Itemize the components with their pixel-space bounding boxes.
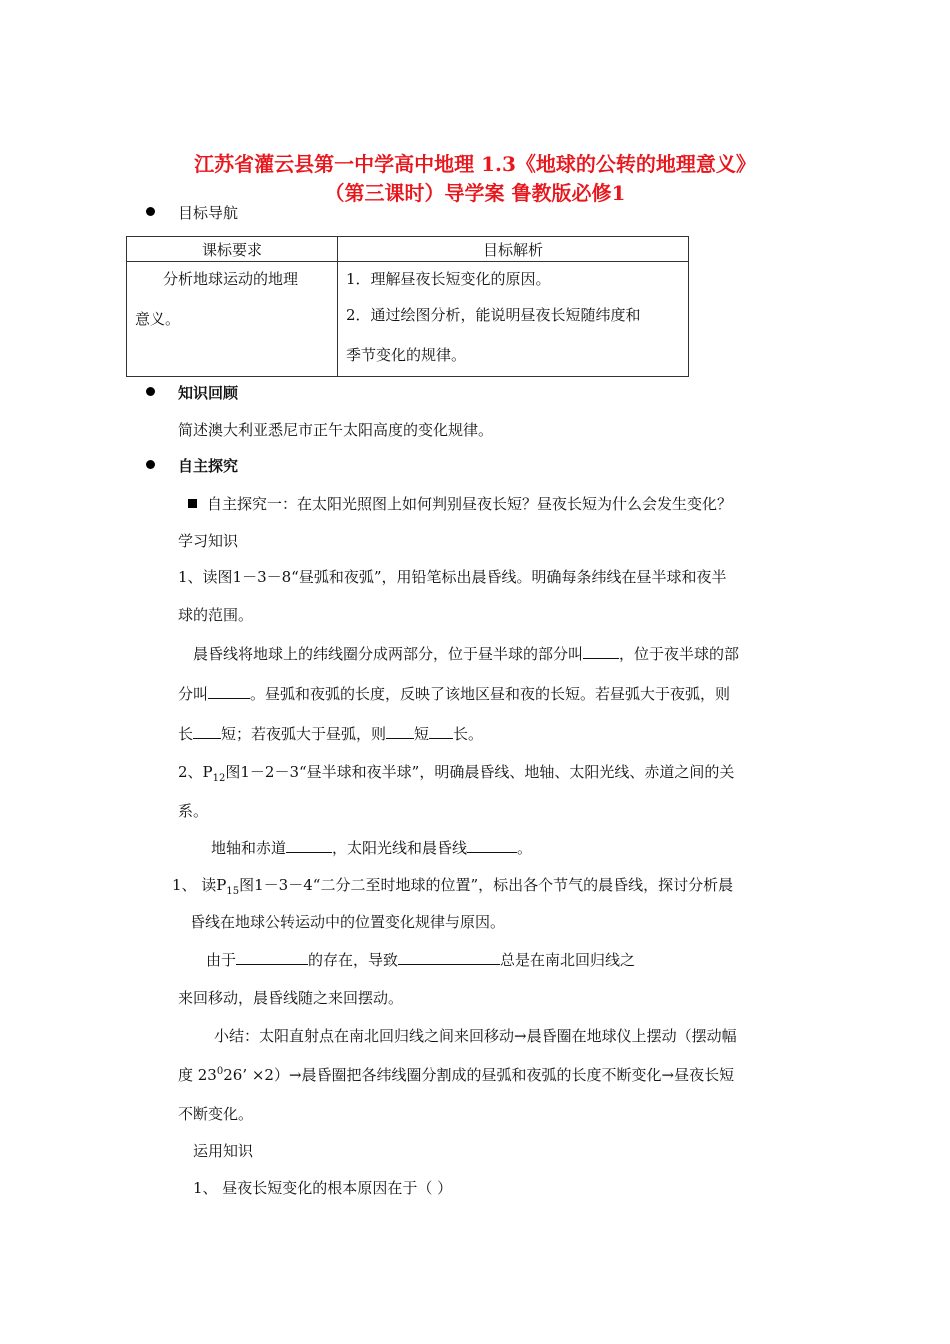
para2-text: 。昼弧和夜弧的长度，反映了该地区昼和夜的长短。若昼弧大于夜弧，则 [250, 685, 731, 703]
para2-text: 长 [178, 725, 194, 743]
summary-line2 [178, 1064, 734, 1085]
analysis-line3: 季节变化的规律。 [346, 346, 467, 364]
fill-blank[interactable] [583, 644, 619, 659]
table-cell-analysis [338, 262, 689, 377]
table-cell-requirement [127, 262, 338, 377]
section-heading-explore: 自主探究 [178, 457, 239, 475]
bullet-icon [146, 207, 155, 216]
analysis-line1: 1．理解昼夜长短变化的原因。 [346, 270, 551, 288]
square-bullet-icon [188, 499, 197, 508]
requirement-line1: 分析地球运动的地理 [163, 270, 299, 288]
para5-text: 1、 读P [172, 876, 227, 894]
para1-line2: 球的范围。 [178, 606, 254, 624]
explore-question-1 [188, 493, 732, 514]
fill-blank[interactable] [208, 684, 250, 699]
section-heading-review: 知识回顾 [178, 384, 239, 402]
learn-knowledge-heading: 学习知识 [178, 532, 239, 550]
para4-text: ，太阳光线和晨昏线 [332, 839, 468, 857]
para3-line2: 系。 [178, 802, 209, 820]
para2-line3 [178, 723, 483, 744]
para3-text: 2、P [178, 763, 213, 781]
goals-table [126, 236, 689, 377]
para6-line1 [206, 949, 635, 970]
bullet-icon [146, 460, 155, 469]
document-title-line2: （第三课时）导学案 鲁教版必修1 [324, 181, 626, 205]
page-number-subscript: 15 [226, 886, 240, 897]
para3-line1 [178, 761, 734, 784]
para2-text: 长。 [453, 725, 484, 743]
para6-text: 总是在南北回归线之 [500, 951, 636, 969]
para5-line1 [172, 874, 733, 897]
fill-blank[interactable] [429, 724, 453, 739]
para4-text: 地轴和赤道 [211, 839, 287, 857]
apply-knowledge-heading: 运用知识 [193, 1142, 254, 1160]
para2-line1 [193, 643, 739, 664]
fill-blank[interactable] [386, 724, 414, 739]
para5-line2: 昏线在地球公转运动中的位置变化规律与原因。 [190, 913, 506, 931]
para6-text: 的存在，导致 [308, 951, 399, 969]
para6-line2: 来回移动，晨昏线随之来回摆动。 [178, 989, 404, 1007]
para2-text: 分叫 [178, 685, 209, 703]
analysis-line2: 2．通过绘图分析，能说明昼夜长短随纬度和 [346, 306, 641, 324]
para5-text: 图1－3－4“二分二至时地球的位置”，标出各个节气的晨昏线，探讨分析晨 [239, 876, 734, 894]
fill-blank[interactable] [286, 838, 332, 853]
para2-text: 晨昏线将地球上的纬线圈分成两部分，位于昼半球的部分叫 [193, 645, 584, 663]
bullet-icon [146, 387, 155, 396]
explore-question-1-text: 自主探究一：在太阳光照图上如何判别昼夜长短？昼夜长短为什么会发生变化？ [207, 495, 733, 513]
para4 [211, 837, 532, 858]
para2-text: 短 [414, 725, 430, 743]
summary-text: 26’ ×2）→晨昏圈把各纬线圈分割成的昼弧和夜弧的长度不断变化→昼夜长短 [223, 1066, 735, 1084]
para2-line2 [178, 683, 730, 704]
degree-superscript: 0 [216, 1066, 224, 1077]
fill-blank[interactable] [467, 838, 517, 853]
para1-line1: 1、读图1－3－8“昼弧和夜弧”，用铅笔标出晨昏线。明确每条纬线在昼半球和夜半 [178, 568, 727, 586]
para2-text: 短；若夜弧大于昼弧，则 [221, 725, 387, 743]
document-title-line1: 江苏省灌云县第一中学高中地理 1.3《地球的公转的地理意义》 [194, 152, 756, 176]
table-header-right: 目标解析 [338, 237, 689, 262]
apply-question-1: 1、 昼夜长短变化的根本原因在于（ ） [193, 1179, 453, 1197]
fill-blank[interactable] [193, 724, 221, 739]
para2-text: ，位于夜半球的部 [619, 645, 740, 663]
review-question: 简述澳大利亚悉尼市正午太阳高度的变化规律。 [178, 421, 494, 439]
requirement-line2: 意义。 [135, 310, 181, 328]
summary-line3: 不断变化。 [178, 1105, 254, 1123]
para6-text: 由于 [206, 951, 237, 969]
summary-line1: 小结：太阳直射点在南北回归线之间来回移动→晨昏圈在地球仪上摆动（摆动幅 [214, 1027, 737, 1045]
page-number-subscript: 12 [212, 773, 226, 784]
summary-text: 度 23 [178, 1066, 217, 1084]
fill-blank[interactable] [236, 950, 308, 965]
fill-blank[interactable] [398, 950, 500, 965]
para3-text: 图1－2－3“昼半球和夜半球”，明确晨昏线、地轴、太阳光线、赤道之间的关 [225, 763, 735, 781]
table-header-left: 课标要求 [127, 237, 338, 262]
para4-text: 。 [517, 839, 533, 857]
section-heading-goals: 目标导航 [178, 204, 239, 222]
